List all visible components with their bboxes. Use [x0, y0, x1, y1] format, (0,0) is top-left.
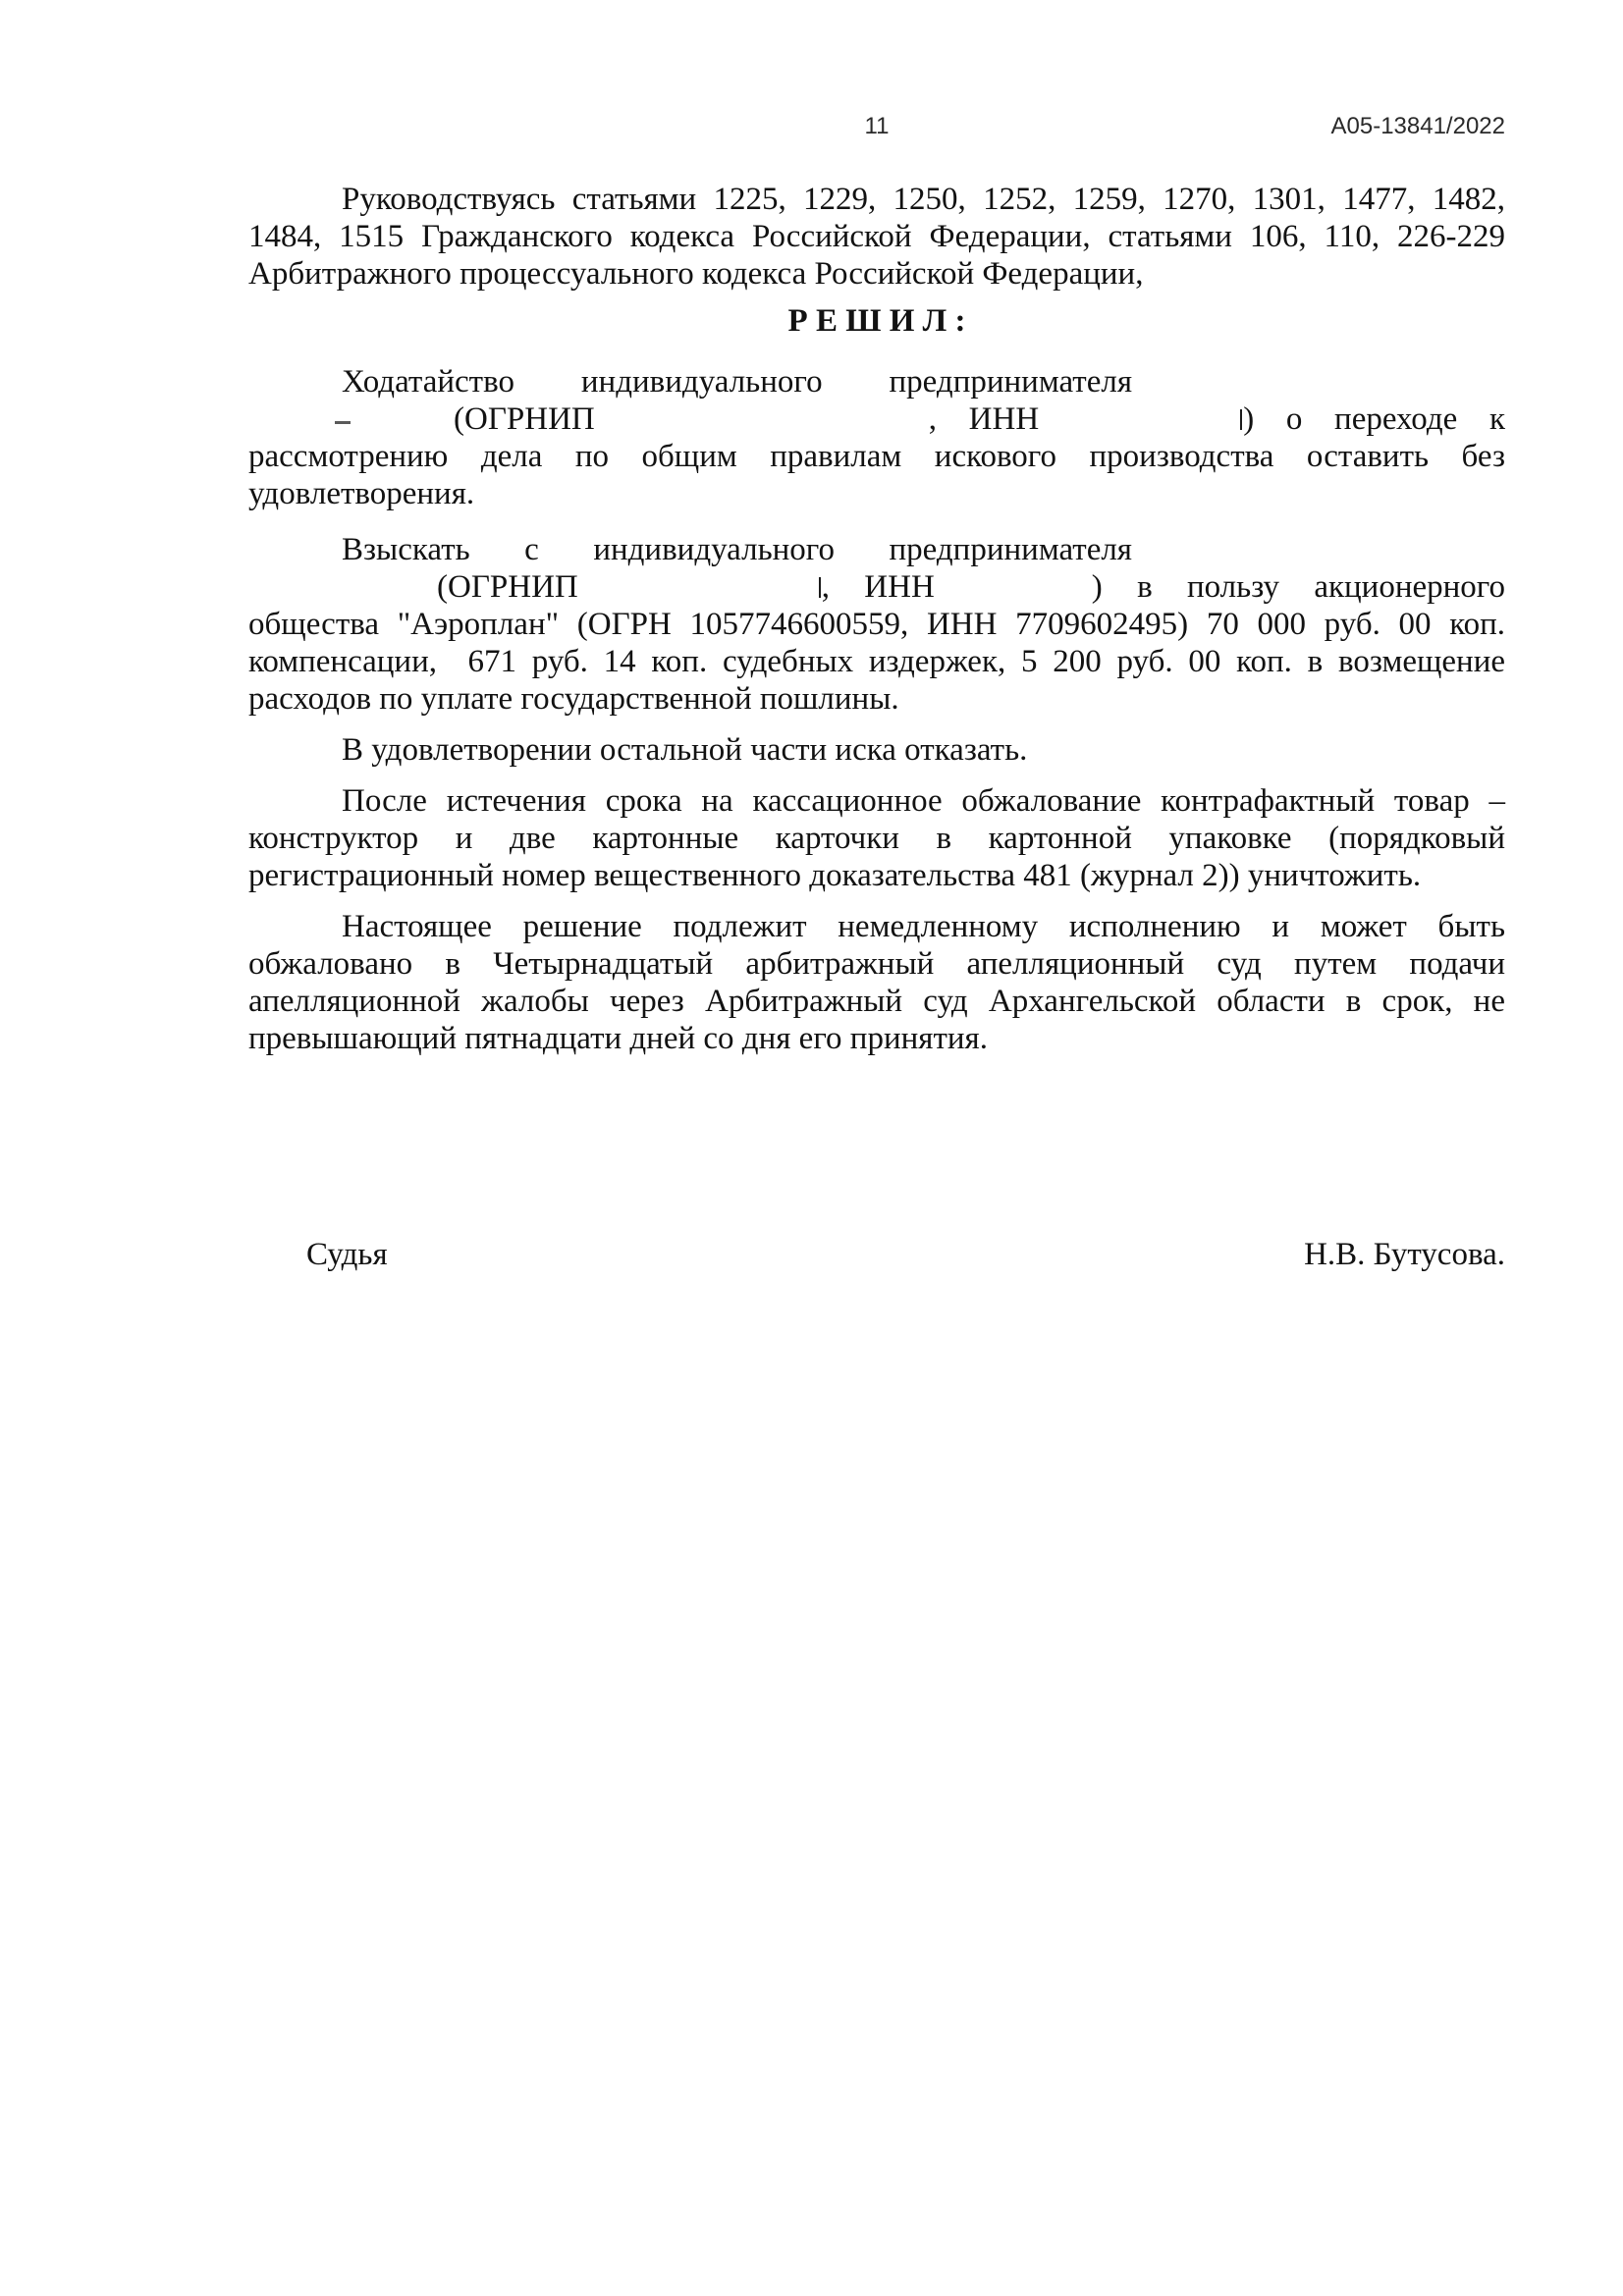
redaction-gap [595, 427, 929, 429]
judge-label: Судья [306, 1237, 388, 1272]
resolution-heading: Р Е Ш И Л : [787, 303, 966, 339]
redaction-gap [248, 427, 454, 429]
preamble-line-3: Арбитражного процессуального кодекса Российской Федерации, [248, 256, 1144, 292]
recovery-line-2 [248, 568, 1505, 606]
recovery-inn-label: , ИНН [821, 569, 935, 605]
preamble-paragraph [248, 181, 1505, 293]
appeal-line-3: апелляционной жалобы через Арбитражный суд Архангельской области в срок, не [248, 984, 1505, 1019]
recovery-line-3: общества "Аэроплан" (ОГРН 1057746600559, ИНН 7709602495) 70 000 руб. 00 коп. [248, 607, 1505, 642]
page-header [248, 113, 1505, 140]
signature-row [248, 1236, 1505, 1273]
petition-line-3: рассмотрению дела по общим правилам искового производства оставить без [248, 439, 1505, 474]
recovery-line-2-tail: ) в пользу акционерного [1091, 569, 1506, 605]
destruction-line-1: После истечения срока на кассационное обжалование контрафактный товар – [342, 783, 1505, 819]
redaction-artifact [1240, 409, 1242, 430]
redaction-dash-artifact [335, 421, 351, 424]
redaction-gap [935, 595, 1092, 597]
petition-line-2-tail: ) о переходе к [1243, 401, 1505, 437]
destruction-line-3: регистрационный номер вещественного доказательства 481 (журнал 2)) уничтожить. [248, 858, 1422, 893]
redaction-gap [248, 595, 437, 597]
recovery-line-5: расходов по уплате государственной пошлины. [248, 681, 899, 717]
recovery-line-4: компенсации, 671 руб. 14 коп. судебных издержек, 5 200 руб. 00 коп. в возмещение [248, 644, 1505, 679]
petition-inn-label: , ИНН [928, 401, 1040, 437]
petition-ogrnip-label: (ОГРНИП [454, 401, 595, 437]
recovery-line-1: Взыскать с индивидуального предпринимателя [342, 532, 1132, 567]
petition-paragraph [248, 363, 1505, 512]
appeal-line-4: превышающий пятнадцати дней со дня его принятия. [248, 1021, 988, 1056]
redaction-gap [1039, 427, 1240, 429]
recovery-paragraph [248, 531, 1505, 718]
petition-line-1: Ходатайство индивидуального предпринимателя [342, 364, 1132, 400]
appeal-line-2: обжаловано в Четырнадцатый арбитражный апелляционный суд путем подачи [248, 946, 1505, 982]
preamble-line-2: 1484, 1515 Гражданского кодекса Российской Федерации, статьями 106, 110, 226-229 [248, 219, 1505, 254]
recovery-ogrnip-label: (ОГРНИП [437, 569, 578, 605]
preamble-line-1: Руководствуясь статьями 1225, 1229, 1250, 1252, 1259, 1270, 1301, 1477, 1482, [342, 182, 1505, 217]
case-number: А05-13841/2022 [1330, 113, 1505, 139]
document-content [248, 113, 1505, 1273]
redaction-artifact [819, 577, 821, 598]
page-number: 11 [864, 113, 890, 139]
denial-paragraph [248, 731, 1505, 769]
redaction-gap [578, 595, 819, 597]
judge-name: Н.В. Бутусова. [1304, 1237, 1505, 1272]
petition-line-2 [248, 400, 1505, 438]
appeal-paragraph [248, 908, 1505, 1057]
destruction-paragraph [248, 782, 1505, 894]
petition-line-4: удовлетворения. [248, 476, 475, 511]
destruction-line-2: конструктор и две картонные карточки в картонной упаковке (порядковый [248, 821, 1505, 856]
appeal-line-1: Настоящее решение подлежит немедленному исполнению и может быть [342, 909, 1505, 944]
denial-line-1: В удовлетворении остальной части иска отказать. [342, 732, 1028, 768]
